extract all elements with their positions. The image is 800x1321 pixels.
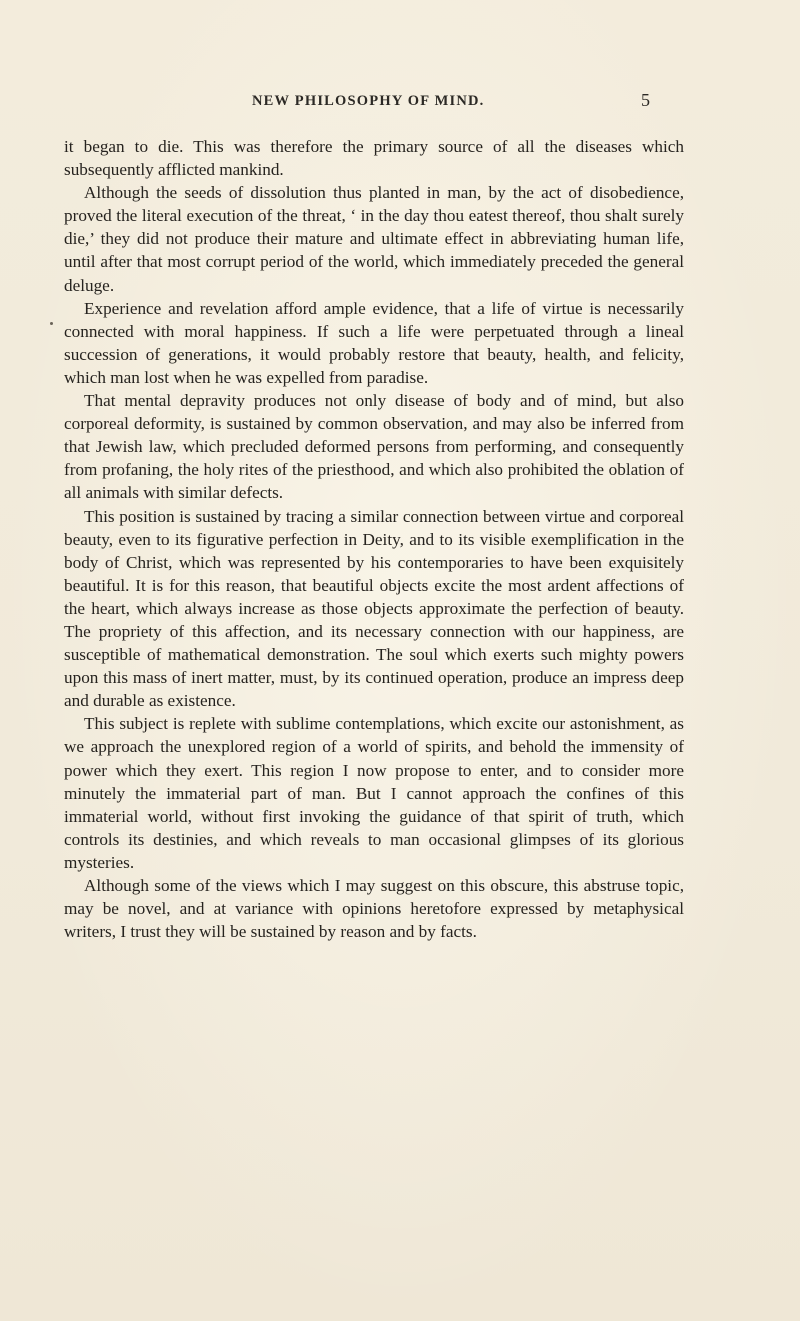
page-number: 5 bbox=[641, 90, 650, 110]
paragraph: This position is sustained by tracing a similar connection between virtue and corporeal beauty, even to its figurative perfection in Deity, and to its visible exemplification in the body of Christ, which was represented by his contemporaries to have been exquisitely beautiful. It is for this reason, that beautiful objects excite the most ardent affections of the heart, which always increase as those objects approximate the perfection of beauty. The propriety of this affection, and its necessary connection with our happiness, are susceptible of mathematical demonstration. The soul which exerts such mighty powers upon this mass of inert matter, must, by its continued operation, produce an impress deep and durable as existence. bbox=[64, 506, 684, 711]
paragraph: Although some of the views which I may suggest on this obscure, this abstruse topic, may be novel, and at variance with opinions heretofore expressed by metaphysical writers, I trust they will be sustained by reason and by facts. bbox=[64, 876, 684, 942]
paragraph: it began to die. This was therefore the primary source of all the diseases which subsequently afflicted mankind. bbox=[64, 137, 684, 180]
paragraph: Although the seeds of dissolution thus planted in man, by the act of disobedience, proved the literal execution of the threat, ‘ in the day thou eatest thereof, thou shalt surely die,’ they did not produce their mature and ultimate effect in abbreviating human life, until after that most corrupt period of the world, which immediately preceded the general deluge. bbox=[64, 183, 684, 295]
paragraph: Experience and revelation afford ample evidence, that a life of virtue is necessarily connected with moral happiness. If such a life were perpetuated through a lineal succession of generations, it would probably restore that beauty, health, and felicity, which man lost when he was expelled from paradise. bbox=[64, 298, 684, 387]
paragraph: That mental depravity produces not only disease of body and of mind, but also corporeal deformity, is sustained by common observation, and may also be inferred from that Jewish law, which precluded deformed persons from performing, and consequently from profaning, the holy rites of the priesthood, and which also prohibited the oblation of all animals with similar defects. bbox=[64, 391, 684, 503]
running-title: NEW PHILOSOPHY OF MIND. bbox=[252, 93, 485, 109]
body-text bbox=[64, 135, 684, 943]
paragraph: This subject is replete with sublime contemplations, which excite our astonishment, as we approach the unexplored region of a world of spirits, and behold the immensity of power which they exert. This region I now propose to enter, and to consider more minutely the immaterial part of man. But I cannot approach the confines of this immaterial world, without first invoking the guidance of that spirit of truth, which controls its destinies, and which reveals to man occasional glimpses of its glorious mysteries. bbox=[64, 714, 684, 872]
margin-mark bbox=[50, 322, 53, 325]
running-head bbox=[0, 90, 800, 117]
